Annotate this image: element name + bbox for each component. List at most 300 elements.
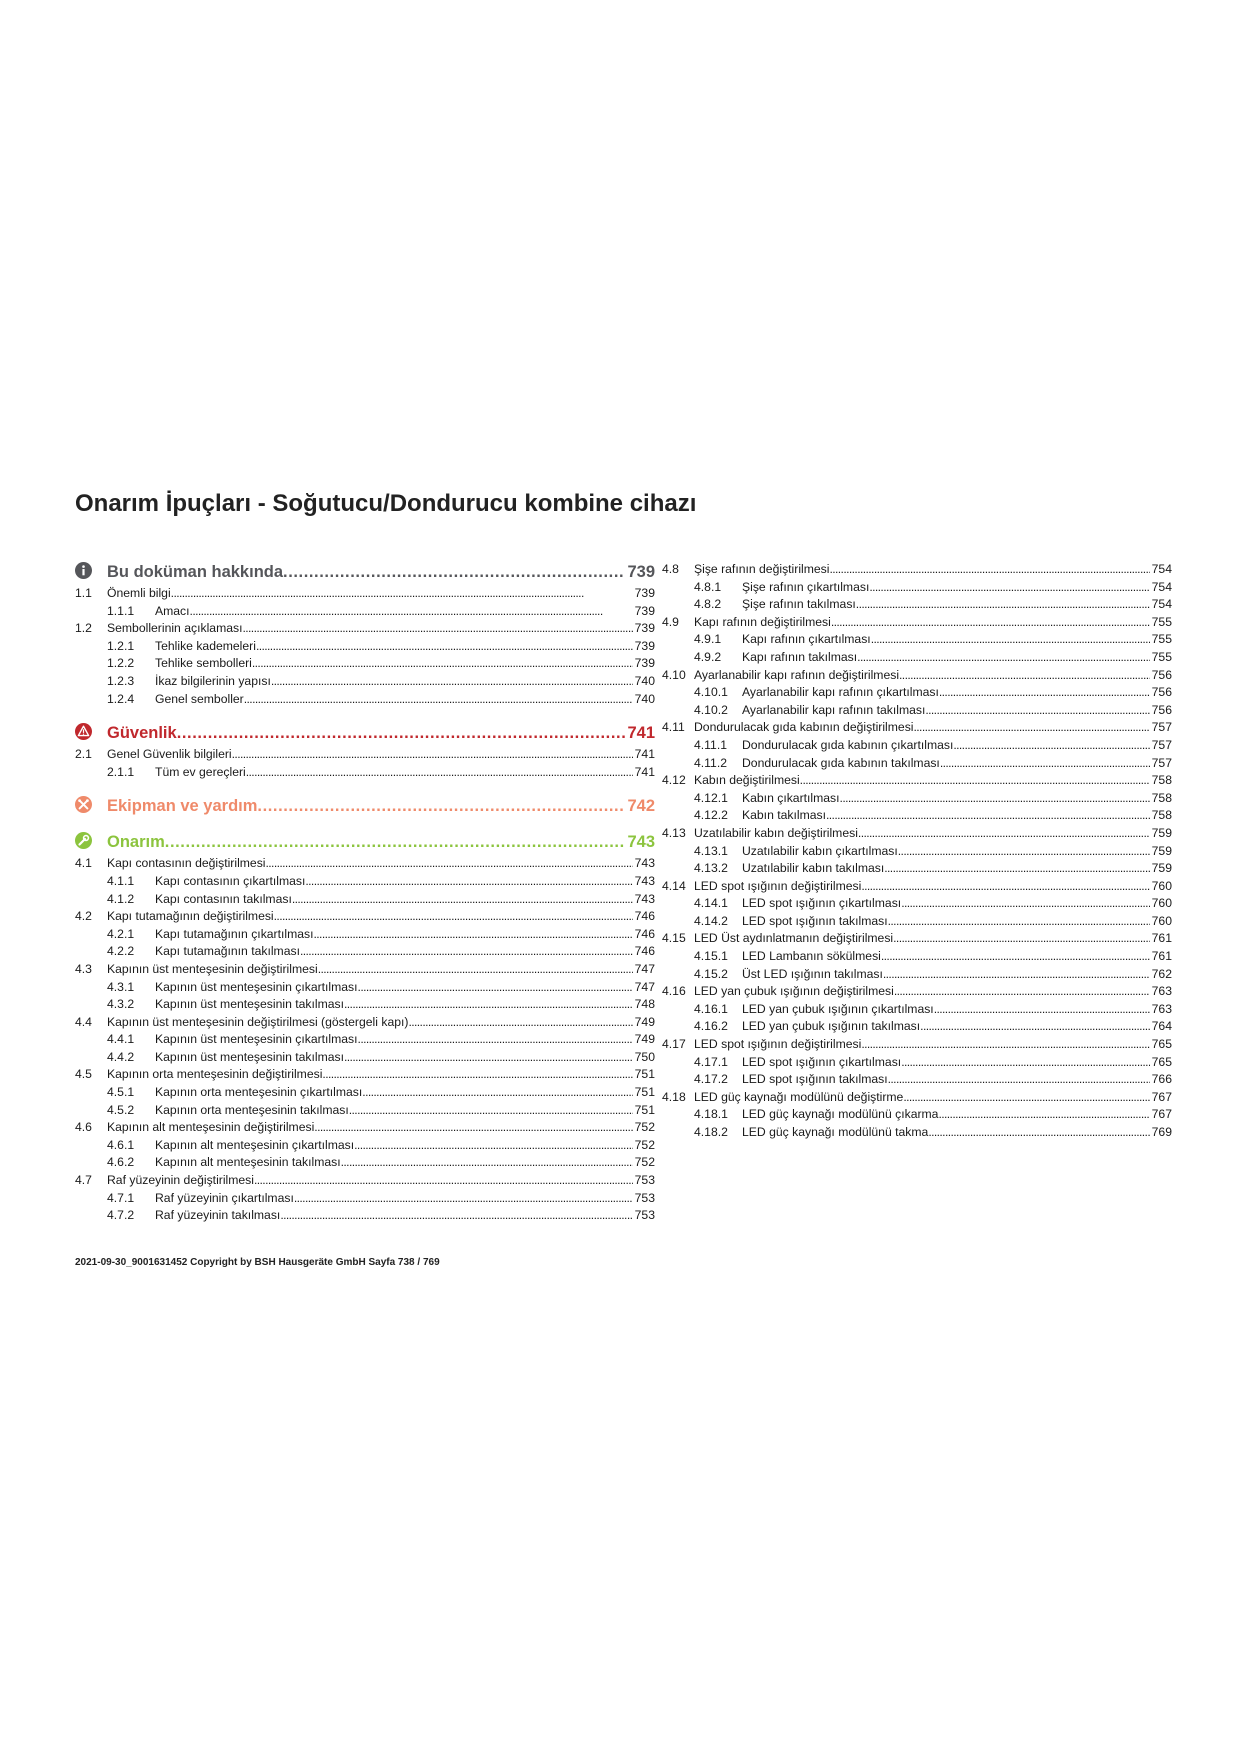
entry-page: 740 (634, 691, 655, 706)
dot-leader (358, 1032, 633, 1046)
entry-label: Raf yüzeyinin takılması (155, 1208, 281, 1223)
warning-icon (75, 723, 92, 740)
entry-page: 758 (1151, 773, 1172, 788)
toc-subentry[interactable] (75, 874, 655, 892)
dot-leader (940, 756, 1150, 770)
entry-page: 752 (634, 1137, 655, 1152)
entry-label: Tüm ev gereçleri (155, 764, 246, 779)
entry-label: Kapının üst menteşesinin takılması (155, 997, 345, 1012)
toc-subentry[interactable] (662, 1055, 1172, 1073)
toc-subentry[interactable] (75, 1138, 655, 1156)
entry-label: LED spot ışığının değiştirilmesi (694, 1037, 862, 1052)
toc-left-column (75, 560, 655, 1226)
toc-subentry[interactable] (662, 738, 1172, 756)
entry-page: 740 (634, 673, 655, 688)
dot-leader (871, 632, 1150, 646)
entry-page: 748 (634, 997, 655, 1012)
entry-page: 764 (1151, 1019, 1172, 1034)
tools-icon (75, 796, 92, 813)
toc-entry[interactable] (662, 615, 1172, 633)
entry-number: 4.16 (662, 984, 686, 999)
toc-subentry[interactable] (662, 1019, 1172, 1037)
entry-number: 2.1.1 (107, 764, 135, 779)
entry-label: Genel Güvenlik bilgileri (107, 747, 232, 762)
entry-page: 743 (634, 891, 655, 906)
dot-leader (305, 874, 632, 888)
dot-leader (831, 615, 1150, 629)
entry-label: Kabın değiştirilmesi (694, 773, 800, 788)
entry-page: 767 (1151, 1107, 1172, 1122)
toc-subentry[interactable] (75, 980, 655, 998)
entry-number: 4.13.2 (694, 861, 728, 876)
toc-subentry[interactable] (662, 703, 1172, 721)
toc-subentry[interactable] (662, 685, 1172, 703)
dot-leader (292, 892, 633, 906)
entry-number: 4.9.2 (694, 649, 722, 664)
dot-leader (901, 1055, 1149, 1069)
toc-entry[interactable] (662, 1090, 1172, 1108)
entry-page: 760 (1151, 896, 1172, 911)
entry-number: 4.9.1 (694, 632, 722, 647)
entry-label: Ayarlanabilir kapı rafının değiştirilmesi (694, 667, 900, 682)
entry-label: Kapı rafının değiştirilmesi (694, 614, 831, 629)
entry-page: 763 (1151, 1001, 1172, 1016)
dot-leader (294, 1191, 633, 1205)
dot-leader (914, 720, 1150, 734)
dot-leader (938, 1107, 1149, 1121)
entry-page: 758 (1151, 790, 1172, 805)
entry-label: LED güç kaynağı modülünü takma (742, 1125, 929, 1139)
entry-label: LED güç kaynağı modülünü değiştirme (694, 1089, 904, 1104)
entry-number: 4.3.2 (107, 997, 135, 1012)
dot-leader (354, 1138, 633, 1152)
entry-number: 4.14.2 (694, 913, 728, 928)
entry-number: 4.18.2 (694, 1125, 728, 1139)
dot-leader (171, 586, 633, 600)
dot-leader (857, 650, 1149, 664)
entry-page: 769 (1151, 1125, 1172, 1139)
toc-subentry[interactable] (662, 808, 1172, 826)
entry-page: 752 (634, 1155, 655, 1170)
entry-page: 755 (1151, 649, 1172, 664)
dot-leader (314, 1120, 632, 1134)
entry-page: 753 (634, 1173, 655, 1188)
toc-subentry[interactable] (662, 597, 1172, 615)
toc-subentry[interactable] (662, 650, 1172, 668)
entry-number: 1.1 (75, 586, 92, 600)
entry-number: 4.8 (662, 562, 679, 576)
entry-number: 4.6.1 (107, 1137, 135, 1152)
entry-label: LED yan çubuk ışığının değiştirilmesi (694, 984, 894, 999)
entry-number: 1.2.4 (107, 691, 135, 706)
entry-number: 4.17.2 (694, 1072, 728, 1087)
entry-label: Kapının alt menteşesinin değiştirilmesi (107, 1120, 315, 1135)
entry-number: 4.4.1 (107, 1032, 135, 1047)
entry-page: 766 (1151, 1072, 1172, 1087)
dot-leader (283, 563, 625, 582)
dot-leader (256, 639, 633, 653)
entry-label: LED güç kaynağı modülünü çıkarma (742, 1107, 939, 1122)
entry-page: 741 (634, 747, 655, 762)
entry-number: 4.7.1 (107, 1190, 135, 1205)
dot-leader (829, 562, 1149, 576)
dot-leader (893, 931, 1150, 945)
entry-label: Şişe rafının değiştirilmesi (694, 562, 830, 576)
toc-entry[interactable] (75, 1015, 655, 1033)
toc-entry[interactable] (662, 668, 1172, 686)
dot-leader (362, 1085, 632, 1099)
entry-label: Kapının orta menteşesinin takılması (155, 1102, 349, 1117)
entry-label: Kapı rafının takılması (742, 649, 858, 664)
toc-subentry[interactable] (662, 967, 1172, 985)
entry-number: 4.12.2 (694, 808, 728, 823)
dot-leader (888, 914, 1150, 928)
entry-page: 756 (1151, 685, 1172, 700)
entry-page: 749 (634, 1032, 655, 1047)
chapter-page: 741 (627, 724, 655, 743)
entry-page: 758 (1151, 808, 1172, 823)
toc-subentry[interactable] (75, 765, 655, 783)
entry-page: 767 (1151, 1089, 1172, 1104)
entry-number: 4.5.2 (107, 1102, 135, 1117)
entry-number: 4.2 (75, 909, 92, 924)
entry-page: 757 (1151, 755, 1172, 770)
toc-entry[interactable] (75, 962, 655, 980)
entry-label: Dondurulacak gıda kabının değiştirilmesi (694, 720, 914, 735)
toc-subentry[interactable] (662, 914, 1172, 932)
toc-entry[interactable] (75, 1067, 655, 1085)
entry-label: Kapının alt menteşesinin çıkartılması (155, 1137, 355, 1152)
toc-subentry[interactable] (662, 1125, 1172, 1143)
entry-label: Kapının orta menteşesinin çıkartılması (155, 1085, 363, 1100)
toc-subentry[interactable] (662, 949, 1172, 967)
entry-number: 4.10.2 (694, 702, 728, 717)
toc-entry[interactable] (662, 720, 1172, 738)
entry-page: 765 (1151, 1054, 1172, 1069)
toc-chapter[interactable] (75, 830, 655, 854)
entry-label: Kapı tutamağının çıkartılması (155, 926, 314, 941)
entry-label: Kabın takılması (742, 808, 826, 823)
entry-number: 4.1.1 (107, 873, 135, 888)
entry-page: 757 (1151, 737, 1172, 752)
entry-label: LED yan çubuk ışığının takılması (742, 1019, 921, 1034)
dot-leader (341, 1155, 633, 1169)
entry-number: 4.4.2 (107, 1049, 135, 1064)
entry-label: Ayarlanabilir kapı rafının takılması (742, 702, 926, 717)
toc-subentry[interactable] (75, 944, 655, 962)
entry-page: 751 (634, 1085, 655, 1100)
toc-subentry[interactable] (75, 997, 655, 1015)
entry-number: 4.14 (662, 878, 686, 893)
entry-number: 4.18.1 (694, 1107, 728, 1122)
toc-subentry[interactable] (75, 639, 655, 657)
entry-label: Kapının orta menteşesinin değiştirilmesi (107, 1067, 323, 1082)
dot-leader (881, 949, 1150, 963)
chapter-label: Ekipman ve yardım (107, 797, 258, 816)
toc-subentry[interactable] (75, 1191, 655, 1209)
toc-subentry[interactable] (75, 604, 655, 622)
entry-label: LED yan çubuk ışığının çıkartılması (742, 1001, 934, 1016)
dot-leader (856, 597, 1150, 611)
entry-label: Önemli bilgi (107, 586, 171, 600)
toc-entry[interactable] (662, 562, 1172, 580)
entry-page: 739 (634, 638, 655, 653)
entry-number: 4.7.2 (107, 1208, 135, 1223)
entry-label: Sembollerinin açıklaması (107, 621, 243, 636)
entry-page: 747 (634, 979, 655, 994)
dot-leader (888, 1072, 1150, 1086)
toc-subentry[interactable] (75, 1155, 655, 1173)
dot-leader (252, 656, 633, 670)
entry-number: 4.18 (662, 1089, 686, 1104)
entry-page: 755 (1151, 614, 1172, 629)
entry-label: Kapının üst menteşesinin çıkartılması (155, 979, 358, 994)
entry-number: 4.1.2 (107, 891, 135, 906)
info-icon (75, 562, 92, 579)
entry-label: LED Lambanın sökülmesi (742, 949, 881, 964)
entry-number: 4.17 (662, 1037, 686, 1052)
entry-number: 4.6 (75, 1120, 92, 1135)
entry-page: 746 (634, 926, 655, 941)
toc-subentry[interactable] (662, 1002, 1172, 1020)
dot-leader (939, 685, 1150, 699)
toc-chapter[interactable] (75, 560, 655, 584)
page-footer: 2021-09-30_9001631452 Copyright by BSH Hausgeräte GmbH Sayfa 738 / 769 (75, 1257, 440, 1268)
entry-label: Şişe rafının çıkartılması (742, 579, 870, 594)
entry-number: 1.2.1 (107, 638, 135, 653)
dot-leader (925, 703, 1149, 717)
page-title: Onarım İpuçları - Soğutucu/Dondurucu kombine cihazı (75, 490, 697, 517)
dot-leader (869, 580, 1149, 594)
entry-number: 1.2 (75, 621, 92, 636)
entry-number: 1.2.3 (107, 673, 135, 688)
entry-label: Kapının üst menteşesinin değiştirilmesi (göstergeli kapı) (107, 1014, 409, 1029)
toc-subentry[interactable] (662, 896, 1172, 914)
dot-leader (257, 797, 625, 816)
toc-subentry[interactable] (75, 1103, 655, 1121)
entry-label: Üst LED ışığının takılması (742, 966, 883, 981)
entry-label: Kapının üst menteşesinin değiştirilmesi (107, 961, 318, 976)
entry-page: 746 (634, 909, 655, 924)
entry-page: 741 (634, 764, 655, 779)
dot-leader (242, 621, 632, 635)
toc-subentry[interactable] (662, 756, 1172, 774)
entry-page: 754 (1151, 562, 1172, 576)
toc-entry[interactable] (75, 909, 655, 927)
entry-number: 4.5 (75, 1067, 92, 1082)
dot-leader (884, 861, 1149, 875)
dot-leader (314, 927, 633, 941)
entry-page: 743 (634, 856, 655, 871)
entry-number: 4.11.1 (694, 737, 727, 752)
entry-label: Kapının alt menteşesinin takılması (155, 1155, 341, 1170)
entry-label: Uzatılabilir kabın çıkartılması (742, 843, 898, 858)
dot-leader (280, 1208, 632, 1222)
toc-entry[interactable] (75, 747, 655, 765)
toc-entry[interactable] (662, 826, 1172, 844)
dot-leader (826, 808, 1150, 822)
toc-chapter[interactable] (75, 794, 655, 818)
dot-leader (861, 879, 1149, 893)
toc-entry[interactable] (662, 984, 1172, 1002)
toc-subentry[interactable] (662, 580, 1172, 598)
entry-label: LED spot ışığının takılması (742, 1072, 888, 1087)
dot-leader (165, 833, 626, 852)
entry-page: 750 (634, 1049, 655, 1064)
toc-subentry[interactable] (662, 632, 1172, 650)
entry-number: 4.3 (75, 961, 92, 976)
dot-leader (934, 1002, 1150, 1016)
entry-page: 747 (634, 961, 655, 976)
entry-label: Kapı tutamağının değiştirilmesi (107, 909, 274, 924)
entry-label: Amacı (155, 603, 190, 618)
entry-label: Şişe rafının takılması (742, 597, 856, 612)
entry-number: 4.1 (75, 856, 92, 871)
entry-label: Kapının üst menteşesinin çıkartılması (155, 1032, 358, 1047)
dot-leader (883, 967, 1150, 981)
toc-entry[interactable] (75, 1120, 655, 1138)
toc-entry[interactable] (662, 773, 1172, 791)
dot-leader (861, 1037, 1149, 1051)
entry-label: Raf yüzeyinin değiştirilmesi (107, 1173, 254, 1188)
entry-number: 4.7 (75, 1173, 92, 1188)
entry-number: 4.10.1 (694, 685, 728, 700)
toc-subentry[interactable] (662, 844, 1172, 862)
dot-leader (322, 1067, 632, 1081)
entry-page: 743 (634, 873, 655, 888)
toc-subentry[interactable] (662, 1107, 1172, 1125)
entry-page: 754 (1151, 597, 1172, 612)
wrench-icon (75, 832, 92, 849)
entry-page: 739 (634, 586, 655, 600)
entry-label: Tehlike kademeleri (155, 638, 256, 653)
dot-leader (266, 856, 633, 870)
toc-subentry[interactable] (75, 927, 655, 945)
entry-label: Uzatılabilir kabın değiştirilmesi (694, 825, 858, 840)
entry-number: 4.5.1 (107, 1085, 135, 1100)
entry-page: 759 (1151, 825, 1172, 840)
entry-page: 751 (634, 1102, 655, 1117)
entry-label: Kapı contasının çıkartılması (155, 873, 306, 888)
entry-number: 4.14.1 (694, 896, 728, 911)
chapter-page: 739 (627, 563, 655, 581)
dot-leader (274, 909, 633, 923)
dot-leader (254, 1173, 633, 1187)
entry-label: Kapı contasının takılması (155, 891, 292, 906)
entry-number: 1.2.2 (107, 656, 135, 671)
entry-label: İkaz bilgilerinin yapısı (155, 673, 271, 688)
entry-number: 4.13 (662, 825, 686, 840)
entry-page: 746 (634, 944, 655, 959)
dot-leader (953, 738, 1149, 752)
entry-page: 756 (1151, 667, 1172, 682)
chapter-label: Güvenlik (107, 724, 177, 743)
dot-leader (858, 826, 1150, 840)
entry-number: 4.2.1 (107, 926, 135, 941)
entry-label: Kapının üst menteşesinin takılması (155, 1049, 345, 1064)
toc-subentry[interactable] (75, 656, 655, 674)
dot-leader (901, 896, 1149, 910)
chapter-label: Bu doküman hakkında (107, 563, 284, 581)
entry-page: 739 (634, 621, 655, 636)
toc-subentry[interactable] (75, 674, 655, 692)
entry-page: 753 (634, 1208, 655, 1223)
entry-page: 754 (1151, 579, 1172, 594)
toc-entry[interactable] (75, 1173, 655, 1191)
dot-leader (318, 962, 633, 976)
toc-right-column (662, 562, 1172, 1143)
entry-page: 765 (1151, 1037, 1172, 1052)
chapter-page: 742 (627, 797, 655, 816)
dot-leader (358, 980, 633, 994)
toc-chapter[interactable] (75, 721, 655, 745)
entry-number: 4.3.1 (107, 979, 135, 994)
entry-page: 759 (1151, 861, 1172, 876)
entry-number: 2.1 (75, 747, 92, 762)
toc-subentry[interactable] (75, 1050, 655, 1068)
entry-label: LED spot ışığının çıkartılması (742, 1054, 902, 1069)
dot-leader (344, 1050, 633, 1064)
toc-subentry[interactable] (75, 1085, 655, 1103)
toc-subentry[interactable] (75, 1032, 655, 1050)
dot-leader (899, 668, 1150, 682)
entry-number: 4.8.2 (694, 597, 722, 612)
toc-entry[interactable] (662, 1037, 1172, 1055)
toc-subentry[interactable] (662, 1072, 1172, 1090)
entry-label: Kapı contasının değiştirilmesi (107, 856, 266, 871)
toc-entry[interactable] (662, 879, 1172, 897)
dot-leader (840, 791, 1150, 805)
entry-number: 4.13.1 (694, 843, 728, 858)
dot-leader (920, 1019, 1149, 1033)
entry-label: Dondurulacak gıda kabının takılması (742, 755, 940, 770)
entry-number: 4.12.1 (694, 790, 728, 805)
entry-number: 4.15.2 (694, 966, 728, 981)
entry-page: 739 (634, 656, 655, 671)
dot-leader (903, 1090, 1149, 1104)
toc-subentry[interactable] (662, 861, 1172, 879)
entry-label: Raf yüzeyinin çıkartılması (155, 1190, 294, 1205)
entry-number: 4.2.2 (107, 944, 135, 959)
toc-subentry[interactable] (75, 692, 655, 710)
entry-page: 755 (1151, 632, 1172, 647)
entry-label: LED Üst aydınlatmanın değiştirilmesi (694, 931, 894, 946)
toc-subentry[interactable] (75, 1208, 655, 1226)
entry-page: 763 (1151, 984, 1172, 999)
entry-page: 756 (1151, 702, 1172, 717)
entry-label: Ayarlanabilir kapı rafının çıkartılması (742, 685, 939, 700)
entry-number: 4.17.1 (694, 1054, 728, 1069)
toc-entry[interactable] (662, 931, 1172, 949)
entry-label: Tehlike sembolleri (155, 656, 252, 671)
entry-page: 752 (634, 1120, 655, 1135)
entry-label: LED spot ışığının değiştirilmesi (694, 878, 862, 893)
entry-number: 4.11.2 (694, 755, 727, 770)
entry-number: 4.15 (662, 931, 686, 946)
entry-number: 4.11 (662, 720, 685, 735)
toc-subentry[interactable] (662, 791, 1172, 809)
dot-leader (928, 1125, 1149, 1139)
entry-number: 4.6.2 (107, 1155, 135, 1170)
entry-label: Kabın çıkartılması (742, 790, 840, 805)
toc-subentry[interactable] (75, 892, 655, 910)
dot-leader (344, 997, 633, 1011)
toc-entry[interactable] (75, 621, 655, 639)
entry-page: 762 (1151, 966, 1172, 981)
entry-page: 739 (634, 603, 655, 618)
toc-entry[interactable] (75, 856, 655, 874)
toc-entry[interactable] (75, 586, 655, 604)
